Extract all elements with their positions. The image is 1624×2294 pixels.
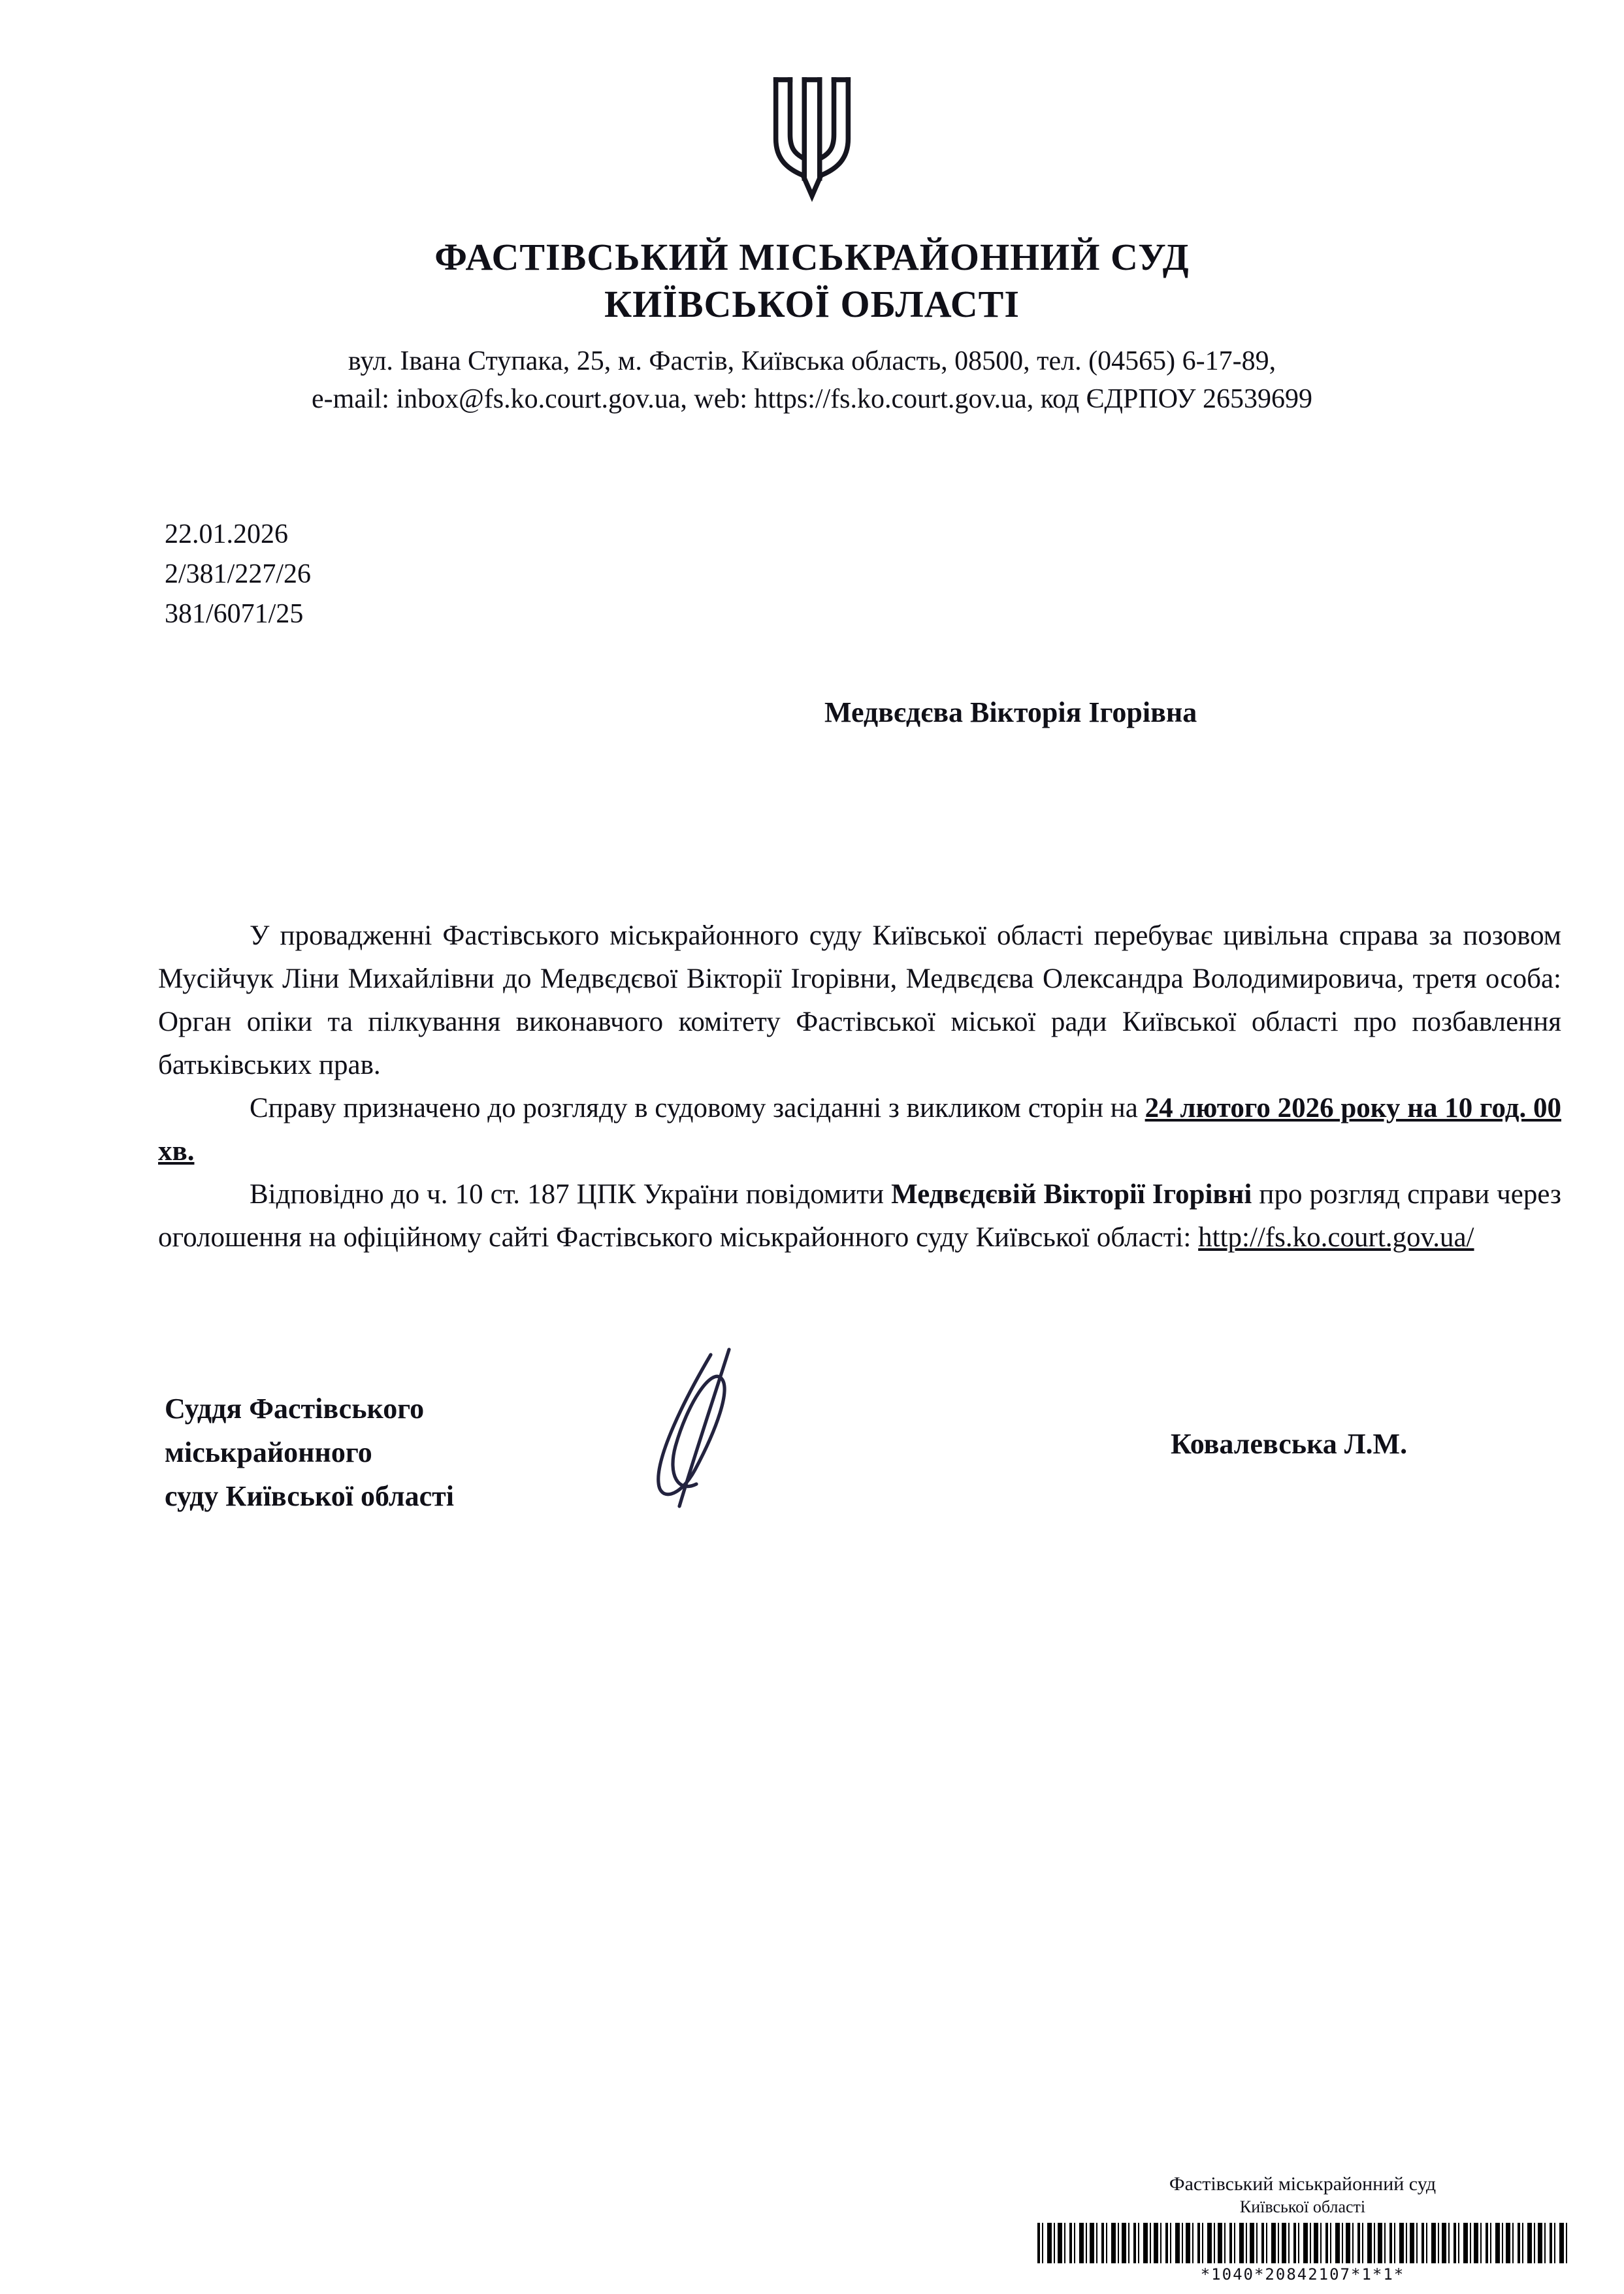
body-paragraph-case: У провадженні Фастівського міськрайонного суду Київської області перебуває цивільна справа за позовом Мусійчук Ліни Михайлівни до Медвєдєвої Вікторії Ігорівни, Медвєдєва Олександра Володимировича, третя особа: Орган опіки та пілкування виконавчого комітету Фастівської міської ради Київської області про позбавлення батьківських прав. bbox=[158, 920, 1561, 1080]
notice-text-start: Відповідно до ч. 10 ст. 187 ЦПК України повідомити bbox=[250, 1179, 892, 1210]
case-number: 2/381/227/26 bbox=[165, 559, 312, 589]
ukraine-trident-icon bbox=[762, 73, 862, 216]
signature-block bbox=[165, 1387, 1624, 1622]
judge-signature-icon bbox=[635, 1344, 766, 1514]
judge-title-line1: Суддя Фастівського bbox=[165, 1393, 425, 1425]
document-date: 22.01.2026 bbox=[165, 519, 288, 549]
document-footer bbox=[1037, 2172, 1568, 2284]
court-address-line2: e-mail: inbox@fs.ko.court.gov.ua, web: https://fs.ko.court.gov.ua, код ЄДРПОУ 26539699 bbox=[312, 384, 1312, 414]
reference-number: 381/6071/25 bbox=[165, 599, 304, 629]
body-paragraph-hearing bbox=[158, 1087, 1561, 1173]
hearing-text: Справу призначено до розгляду в судовому засіданні з викликом сторін на bbox=[250, 1093, 1145, 1123]
judge-title-line3: суду Київської області bbox=[165, 1480, 454, 1512]
letterhead bbox=[0, 0, 1624, 418]
judge-name: Ковалевська Л.М. bbox=[1171, 1428, 1408, 1460]
hearing-date: 24 лютого 2026 року на 10 год. 00 хв. bbox=[158, 1093, 1561, 1167]
barcode-image bbox=[1037, 2223, 1568, 2263]
document-meta bbox=[165, 515, 1624, 634]
notice-addressee-name: Медвєдєвій Вікторії Ігорівні bbox=[891, 1179, 1252, 1210]
footer-court-name: Фастівський міськрайонний суд bbox=[1169, 2173, 1437, 2195]
court-address-line1: вул. Івана Ступака, 25, м. Фастів, Київська область, 08500, тел. (04565) 6-17-89, bbox=[348, 346, 1276, 376]
court-name-line2: КИЇВСЬКОЇ ОБЛАСТІ bbox=[604, 283, 1020, 325]
court-name-line1: ФАСТІВСЬКИЙ МІСЬКРАЙОННИЙ СУД bbox=[434, 236, 1190, 278]
judge-title-line2: міськрайонного bbox=[165, 1436, 372, 1468]
notice-text-mid: про розгляд справи через оголошення на офіційному сайті Фастівського міськрайонного суду Київської області: bbox=[158, 1179, 1561, 1253]
document-body bbox=[158, 914, 1561, 1259]
barcode-number: *1040*20842107*1*1* bbox=[1200, 2265, 1405, 2284]
addressee-name: Медвєдєва Вікторія Ігорівна bbox=[824, 696, 1197, 728]
judge-title bbox=[165, 1387, 583, 1518]
footer-court-region: Київської області bbox=[1239, 2197, 1366, 2216]
body-paragraph-notice bbox=[158, 1173, 1561, 1259]
court-website-link[interactable]: http://fs.ko.court.gov.ua/ bbox=[1198, 1222, 1474, 1253]
